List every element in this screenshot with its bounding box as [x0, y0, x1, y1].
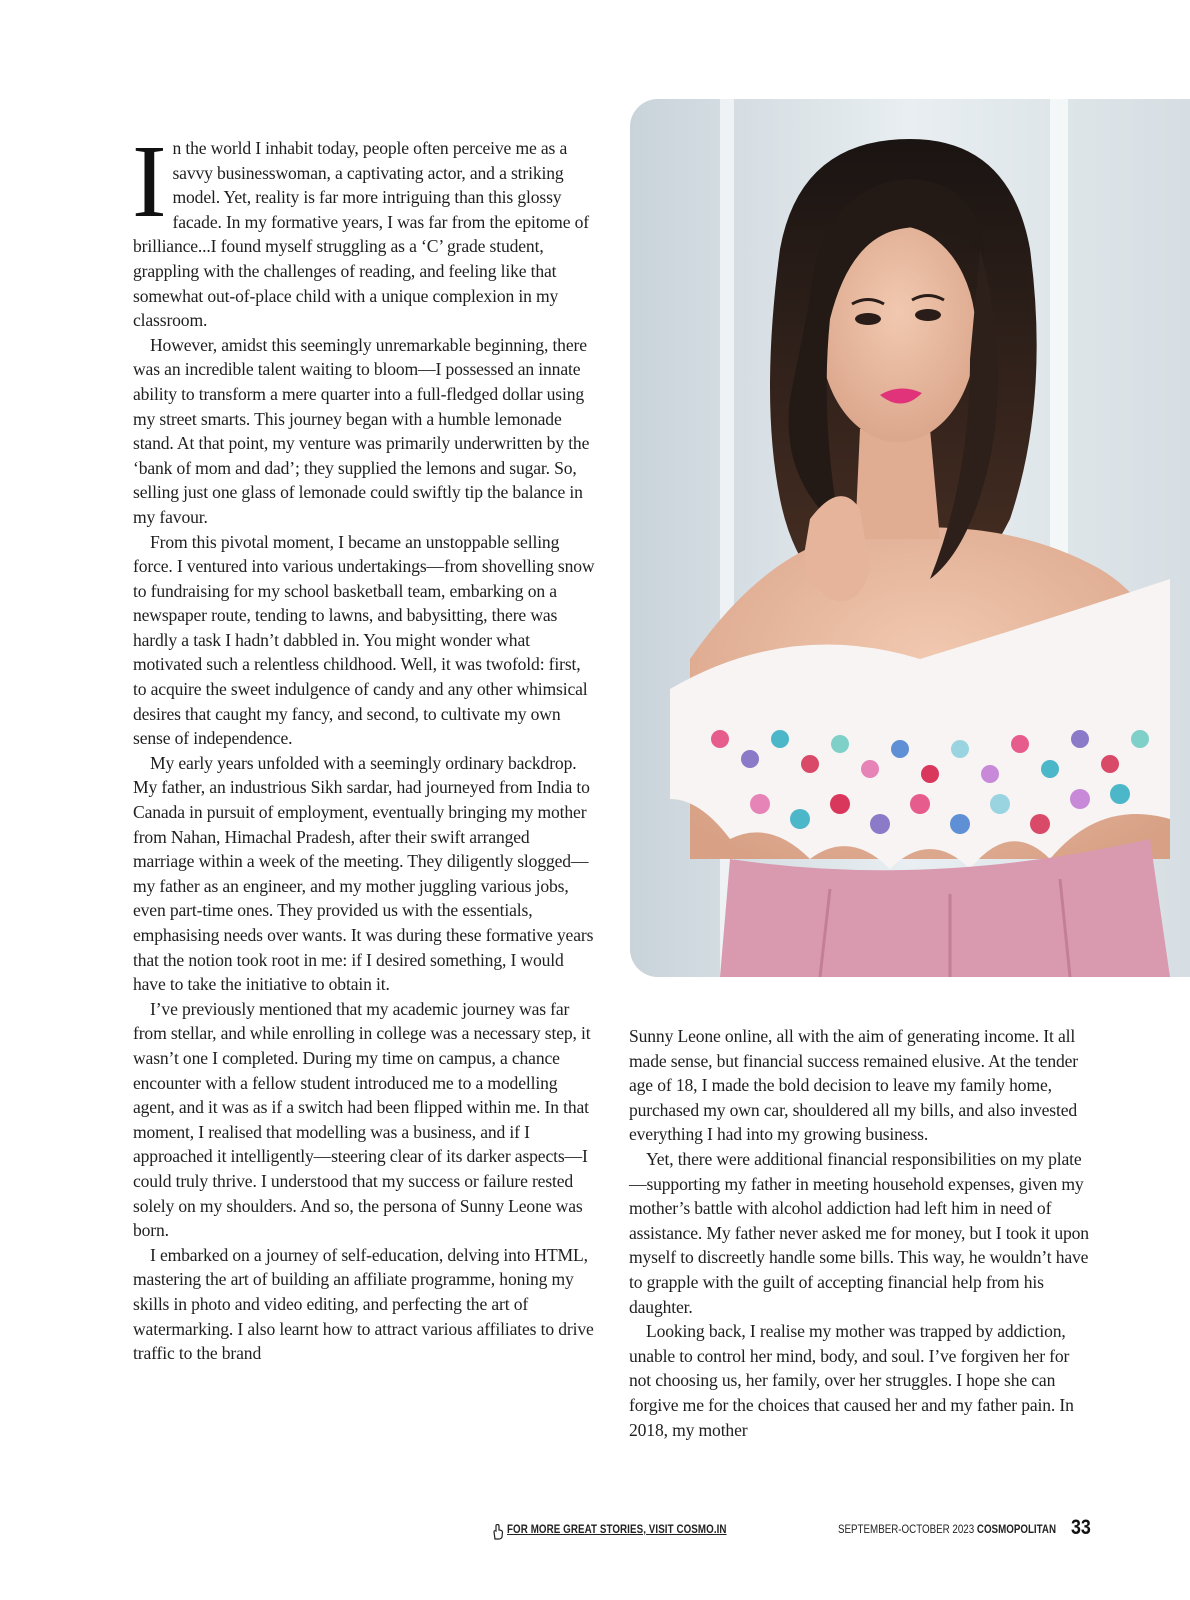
pointer-hand-icon	[491, 1524, 505, 1540]
paragraph-2: However, amidst this seemingly unremarkable beginning, there was an incredible talent waiting to bloom—I possessed an innate ability to transform a mere quarter into a full-fledged dollar using my street smarts. This journey began with a humble lemonade stand. At that point, my venture was primarily underwritten by the ‘bank of mom and dad’; they supplied the lemons and sugar. So, selling just one glass of lemonade could swiftly tip the balance in my favour.	[133, 334, 590, 527]
page-number: 33	[1071, 1516, 1091, 1539]
portrait-photo	[630, 99, 1190, 977]
paragraph-1	[132, 124, 595, 333]
article-column-left	[132, 124, 595, 1366]
footer-issue-label	[838, 1524, 1056, 1536]
drop-cap: I	[132, 124, 167, 239]
paragraph-3: From this pivotal moment, I became an unstoppable selling force. I ventured into various undertakings—from shovelling snow to fundraising for my school basketball team, embarking on a newspaper route, tending to lawns, and babysitting, there was hardly a task I hadn’t dabbled in. You might wonder what motivated such a relentless childhood. Well, it was twofold: first, to acquire the sweet indulgence of candy and any other whimsical desires that caught my fancy, and second, to cultivate my own sense of independence.	[133, 531, 595, 749]
paragraph-4: My early years unfolded with a seemingly ordinary backdrop. My father, an industrious Sikh sardar, had journeyed from India to Canada in pursuit of employment, eventually bringing my mother from Nahan, Himachal Pradesh, after their swift arranged marriage within a week of the meeting. They diligently slogged—my father as an engineer, and my mother juggling various jobs, even part-time ones. They provided us with the essentials, emphasising needs over wants. It was during these formative years that the notion took root in me: if I desired something, I would have to take the initiative to obtain it.	[133, 752, 594, 995]
footer-magazine-name: COSMOPOLITAN	[976, 1524, 1056, 1536]
paragraph-1-text: n the world I inhabit today, people often perceive me as a savvy businesswoman, a captivating actor, and a striking model. Yet, reality is far more intriguing than this glossy facade. In my formative years, I was far from the epitome of brilliance...I found myself struggling as a ‘C’ grade student, grappling with the challenges of reading, and feeling like that somewhat out-of-place child with a unique complexion in my classroom.	[133, 138, 589, 331]
paragraph-7: Yet, there were additional financial responsibilities on my plate—supporting my father in meeting household expenses, given my mother’s battle with alcohol addiction had left him in need of assistance. My father never asked me for money, but I took it upon myself to discreetly handle some bills. This way, he wouldn’t have to grapple with the guilt of accepting financial help from his daughter.	[629, 1148, 1089, 1317]
footer-issue-date: SEPTEMBER-OCTOBER 2023	[838, 1524, 977, 1536]
paragraph-6: I embarked on a journey of self-education, delving into HTML, mastering the art of building an affiliate programme, honing my skills in photo and video editing, and perfecting the art of watermarking. I also learnt how to attract various affiliates to drive traffic to the brand	[133, 1244, 594, 1364]
footer-website-link[interactable]: FOR MORE GREAT STORIES, VISIT COSMO.IN	[507, 1524, 727, 1536]
portrait-illustration	[630, 99, 1190, 977]
paragraph-8: Looking back, I realise my mother was trapped by addiction, unable to control her mind, body, and soul. I’ve forgiven her for not choosing us, her family, over her struggles. I hope she can forgive me for the choices that caused her and my father pain. In 2018, my mother	[629, 1321, 1074, 1440]
paragraph-6-continued: Sunny Leone online, all with the aim of generating income. It all made sense, but financial success remained elusive. At the tender age of 18, I made the bold decision to leave my family home, purchased my own car, shouldered all my bills, and also invested everything I had into my growing business.	[629, 1026, 1078, 1145]
paragraph-5: I’ve previously mentioned that my academic journey was far from stellar, and while enrolling in college was a necessary step, it wasn’t one I completed. During my time on campus, a chance encounter with a fellow student introduced me to a modelling agent, and it was as if a switch had been flipped within me. In that moment, I realised that modelling was a business, and if I approached it intelligently—steering clear of its darker aspects—I could truly thrive. I understood that my success or failure rested solely on my shoulders. And so, the persona of Sunny Leone was born.	[133, 998, 591, 1241]
article-column-right	[629, 1024, 1091, 1442]
